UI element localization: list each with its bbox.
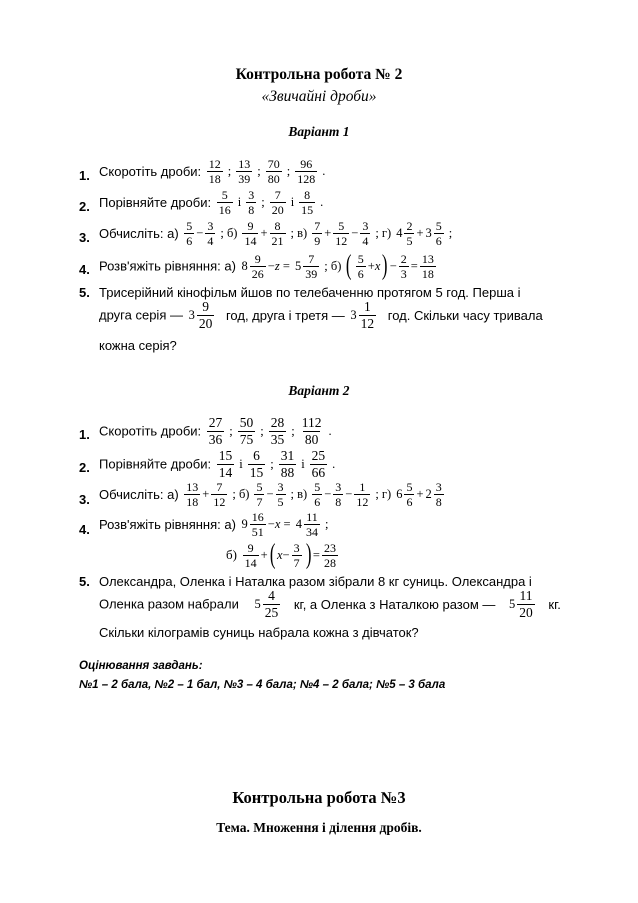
v1-task2-text: Порівняйте дроби: <box>99 195 212 210</box>
v2-task5-mixed2: 5 $\frac{11}{20}$ <box>509 588 533 620</box>
grading-title: Оцінювання завдань: <box>79 660 203 672</box>
v2-task3-text: Обчисліть: а) <box>99 487 179 502</box>
v1-task4-text: Розв'яжіть рівняння: а) <box>99 258 236 274</box>
v2-task4 <box>99 511 331 538</box>
v1-task5-line3: кожна серія? <box>99 338 177 353</box>
v2-task4-math-a: 9 $\frac{16}{51}$ − x = 4 $\frac{11}{34}$ ; <box>241 510 329 539</box>
v2-task5-line1: Олександра, Оленка і Наталка разом зібрали 8 кг суниць. Олександра і <box>99 574 532 589</box>
v1-task5-number: 5. <box>79 285 90 300</box>
v2-task1-math: $\frac{27}{36}$ ; $\frac{50}{75}$ ; $\frac{28}{35}$ ; $\frac{112}{80}$ . <box>208 415 332 447</box>
v1-task5-mixed2: 3 $\frac{1}{12}$ <box>350 299 375 331</box>
v1-task3-number: 3. <box>79 230 90 245</box>
v2-task5-line3: Скільки кілограмів суниць набрала кожна з дівчаток? <box>99 625 419 640</box>
v1-task1-number: 1. <box>79 168 90 183</box>
page-subtitle: «Звичайні дроби» <box>261 88 377 105</box>
v2-task2 <box>99 449 338 479</box>
v2-task5-number: 5. <box>79 574 90 589</box>
v2-task4-number: 4. <box>79 522 90 537</box>
v1-task5-line2b: год, друга і третя — <box>225 307 345 323</box>
v1-task2 <box>99 189 326 216</box>
v2-task2-number: 2. <box>79 460 90 475</box>
v2-task1-number: 1. <box>79 427 90 442</box>
v1-task3 <box>99 220 455 247</box>
page-title: Контрольна робота № 2 <box>235 66 403 83</box>
v1-task5-line2 <box>99 300 543 330</box>
v2-task4-b <box>226 541 340 569</box>
v1-task1 <box>99 158 328 185</box>
v2-task4-text: Розв'яжіть рівняння: а) <box>99 517 236 532</box>
v2-task3-math: $\frac{13}{18}$ + $\frac{7}{12}$ ; б) $\frac{5}{7}$ − $\frac{3}{5}$ ; в) $\frac{5}{6}$ − $\frac{3}{8}$ − $\frac{1}{12}$ ; г) 6 $\frac{5}{6}$ + 2 $\frac{3}{8}$ <box>186 480 442 509</box>
v2-task5-line2c: кг. <box>548 596 561 612</box>
v2-task1-text: Скоротіть дроби: <box>99 423 202 439</box>
v2-task4-math-b: $\frac{9}{14}$ + ( x − $\frac{3}{7}$ ) = $\frac{23}{28}$ <box>244 539 336 570</box>
next-theme: Тема. Множення і ділення дробів. <box>216 820 422 835</box>
v1-task3-math: $\frac{5}{6}$ − $\frac{3}{4}$ ; б) $\frac{9}{14}$ + $\frac{8}{21}$ ; в) $\frac{7}{9}$ + $\frac{5}{12}$ − $\frac{3}{4}$ ; г) 4 $\frac{2}{5}$ + 3 $\frac{5}{6}$ ; <box>186 219 453 248</box>
v2-task4-b-label: б) <box>226 547 237 562</box>
v2-task5-line2b: кг, а Оленка з Наталкою разом — <box>293 596 496 612</box>
variant-1-label: Варіант 1 <box>288 124 350 139</box>
v1-task4-number: 4. <box>79 262 90 277</box>
v1-task5-line1: Трисерійний кінофільм йшов по телебаченню протягом 5 год. Перша і <box>99 285 521 300</box>
v2-task3-number: 3. <box>79 492 90 507</box>
v2-task5-line2a: Оленка разом набрали <box>99 596 239 612</box>
v1-task4 <box>99 252 438 280</box>
v2-task1 <box>99 416 335 446</box>
v1-task2-math: $\frac{5}{16}$ і $\frac{3}{8}$ ; $\frac{7}{20}$ і $\frac{8}{15}$ . <box>218 188 324 217</box>
variant-2-label: Варіант 2 <box>288 383 350 398</box>
v1-task4-math: 8 $\frac{9}{26}$ − z = 5 $\frac{7}{39}$ ; б) ( $\frac{5}{6}$ + x ) − $\frac{2}{3}$ = $\frac{13}{18}$ <box>241 250 434 281</box>
v1-task2-number: 2. <box>79 199 90 214</box>
next-title: Контрольна робота №3 <box>232 788 406 807</box>
grading-text: №1 – 2 бала, №2 – 1 бал, №3 – 4 бала; №4 – 2 бала; №5 – 3 бала <box>79 679 446 691</box>
v2-task5-mixed1: 5 $\frac{4}{25}$ <box>254 588 279 620</box>
v1-task5-line2a: друга серія — <box>99 307 183 323</box>
v1-task1-text: Скоротіть дроби: <box>99 164 202 179</box>
v1-task1-math: $\frac{12}{18}$ ; $\frac{13}{39}$ ; $\frac{70}{80}$ ; $\frac{96}{128}$ . <box>208 157 326 186</box>
v2-task2-math: $\frac{15}{14}$ і $\frac{6}{15}$ ; $\frac{31}{88}$ і $\frac{25}{66}$ . <box>218 448 336 480</box>
v1-task5-mixed1: 3 $\frac{9}{20}$ <box>188 299 213 331</box>
v2-task2-text: Порівняйте дроби: <box>99 456 212 472</box>
v1-task3-text: Обчисліть: а) <box>99 226 179 241</box>
v2-task3 <box>99 481 446 508</box>
v2-task5-line2 <box>99 589 579 619</box>
v1-task5-line2c: год. Скільки часу тривала <box>387 307 543 323</box>
